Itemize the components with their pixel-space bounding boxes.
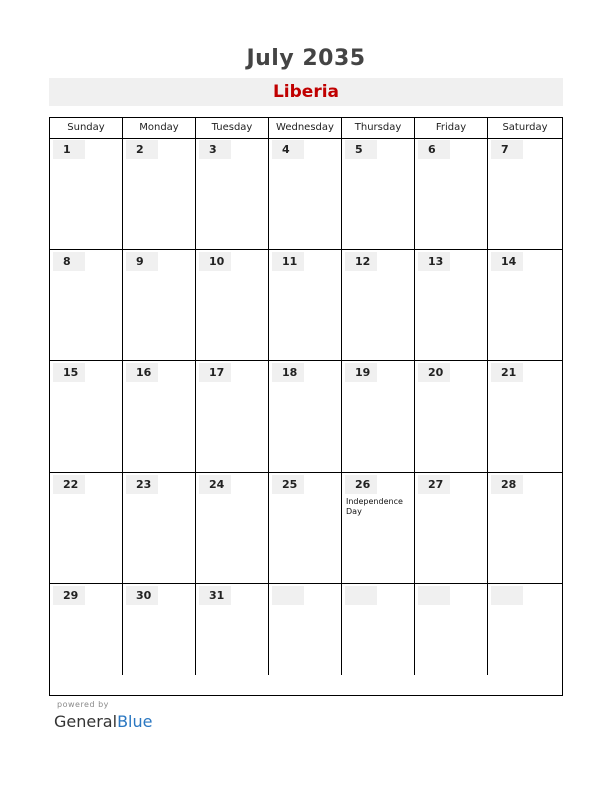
weekday-monday: Monday — [123, 118, 196, 138]
day-number: 23 — [126, 475, 158, 494]
day-number: 1 — [53, 140, 85, 159]
day-cell[interactable] — [488, 250, 562, 361]
week-row — [50, 473, 562, 585]
weekday-friday: Friday — [415, 118, 488, 138]
day-cell[interactable] — [342, 584, 415, 675]
day-number: 11 — [272, 252, 304, 271]
day-number — [491, 586, 523, 605]
weekday-thursday: Thursday — [342, 118, 415, 138]
week-row — [50, 250, 562, 362]
weekday-header-row — [50, 118, 562, 139]
day-number: 7 — [491, 140, 523, 159]
week-row — [50, 361, 562, 473]
day-number: 5 — [345, 140, 377, 159]
weekday-tuesday: Tuesday — [196, 118, 269, 138]
day-cell[interactable] — [269, 473, 342, 584]
day-cell[interactable] — [196, 361, 269, 472]
month-title: July 2035 — [246, 46, 366, 71]
day-number: 22 — [53, 475, 85, 494]
week-row — [50, 584, 562, 675]
day-cell[interactable] — [415, 250, 488, 361]
day-cell[interactable] — [488, 473, 562, 584]
day-number: 2 — [126, 140, 158, 159]
powered-by-label: powered by — [57, 700, 109, 709]
day-cell[interactable] — [123, 138, 196, 249]
day-cell[interactable] — [50, 361, 123, 472]
day-number: 18 — [272, 363, 304, 382]
day-number: 29 — [53, 586, 85, 605]
brand-blue-text: Blue — [117, 712, 153, 731]
day-cell[interactable] — [269, 138, 342, 249]
weekday-sunday: Sunday — [50, 118, 123, 138]
day-cell[interactable] — [123, 584, 196, 675]
day-cell[interactable] — [415, 473, 488, 584]
day-number: 12 — [345, 252, 377, 271]
day-cell[interactable] — [50, 584, 123, 675]
day-number: 25 — [272, 475, 304, 494]
day-number — [345, 586, 377, 605]
day-number: 28 — [491, 475, 523, 494]
day-cell[interactable] — [269, 361, 342, 472]
day-cell[interactable] — [342, 361, 415, 472]
day-number — [418, 586, 450, 605]
day-number: 14 — [491, 252, 523, 271]
brand-general-text: General — [54, 712, 118, 731]
calendar-grid — [49, 117, 563, 696]
day-cell[interactable] — [415, 138, 488, 249]
day-number — [272, 586, 304, 605]
day-cell[interactable] — [196, 584, 269, 675]
day-number: 9 — [126, 252, 158, 271]
day-cell[interactable] — [342, 138, 415, 249]
day-number: 15 — [53, 363, 85, 382]
day-cell[interactable] — [488, 361, 562, 472]
day-number: 27 — [418, 475, 450, 494]
day-number: 3 — [199, 140, 231, 159]
country-banner — [49, 78, 563, 106]
day-number: 13 — [418, 252, 450, 271]
day-cell[interactable] — [342, 473, 415, 584]
day-cell[interactable] — [342, 250, 415, 361]
day-cell[interactable] — [488, 138, 562, 249]
day-number: 4 — [272, 140, 304, 159]
day-cell[interactable] — [50, 250, 123, 361]
day-number: 8 — [53, 252, 85, 271]
day-cell[interactable] — [269, 250, 342, 361]
day-cell[interactable] — [50, 473, 123, 584]
generalblue-logo[interactable] — [54, 712, 152, 731]
day-number: 16 — [126, 363, 158, 382]
day-cell[interactable] — [123, 250, 196, 361]
day-number: 17 — [199, 363, 231, 382]
country-name: Liberia — [272, 82, 340, 102]
day-number: 19 — [345, 363, 377, 382]
day-cell[interactable] — [196, 250, 269, 361]
day-cell[interactable] — [123, 361, 196, 472]
day-cell[interactable] — [415, 584, 488, 675]
day-cell[interactable] — [196, 473, 269, 584]
day-cell[interactable] — [488, 584, 562, 675]
day-cell[interactable] — [123, 473, 196, 584]
day-cell[interactable] — [269, 584, 342, 675]
day-number: 30 — [126, 586, 158, 605]
holiday-label: Independence Day — [346, 496, 403, 516]
weekday-saturday: Saturday — [502, 122, 548, 133]
day-number: 31 — [199, 586, 231, 605]
day-number: 21 — [491, 363, 523, 382]
weekday-wednesday: Wednesday — [269, 118, 342, 138]
day-number: 6 — [418, 140, 450, 159]
day-cell[interactable] — [196, 138, 269, 249]
day-cell[interactable] — [50, 138, 123, 249]
week-row — [50, 138, 562, 250]
day-number: 20 — [418, 363, 450, 382]
day-number: 26 — [345, 475, 377, 494]
day-number: 24 — [199, 475, 231, 494]
day-number: 10 — [199, 252, 231, 271]
day-cell[interactable] — [415, 361, 488, 472]
